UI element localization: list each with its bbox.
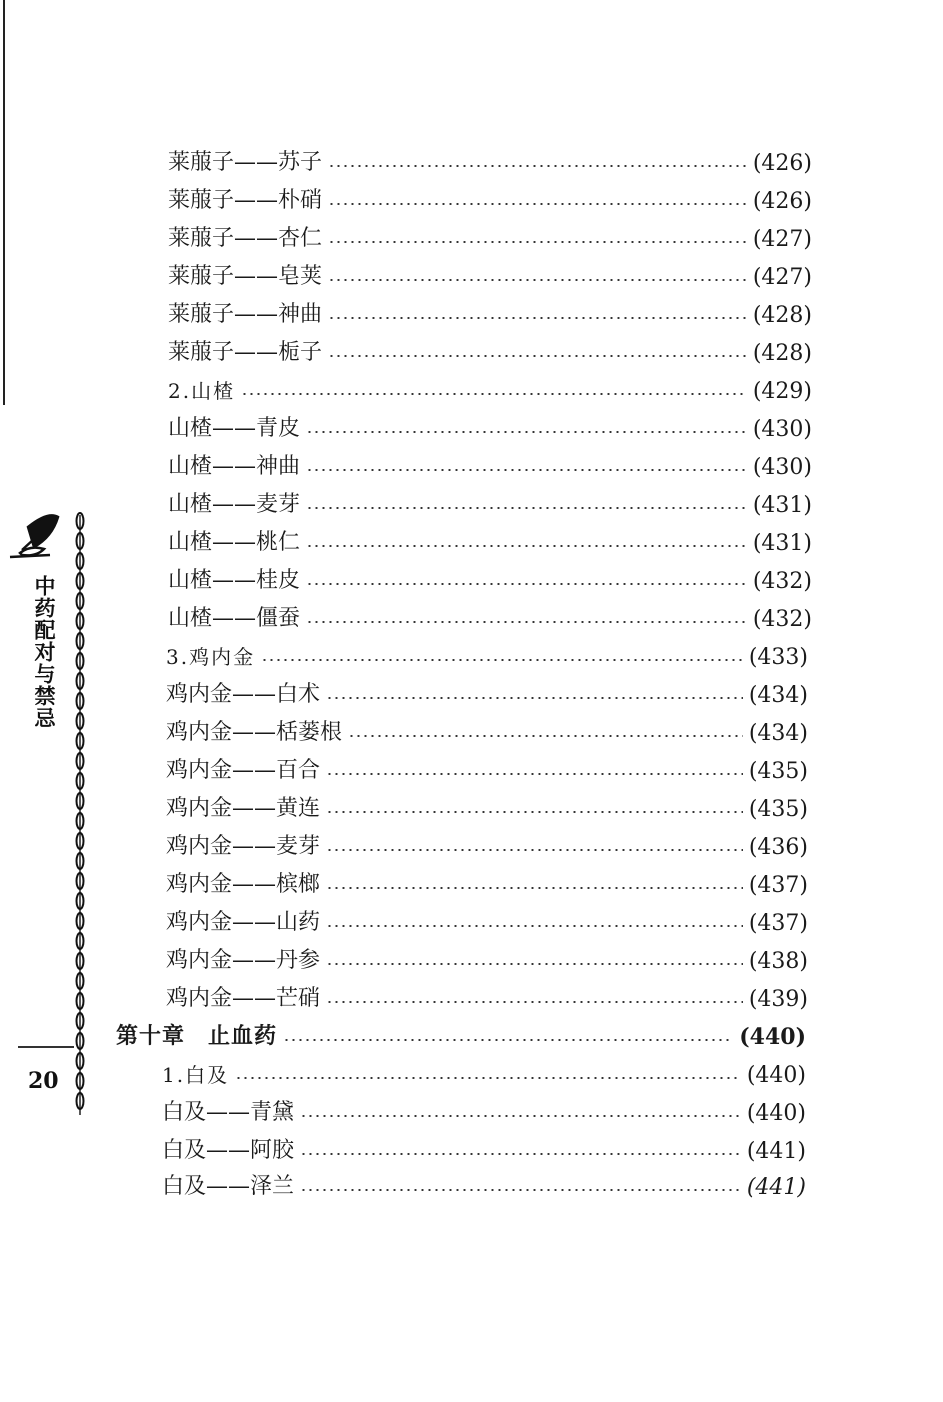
toc-entry-page: (439) bbox=[748, 987, 808, 1012]
toc-entry-page: (441) bbox=[746, 1139, 806, 1164]
toc-entry-label: 鸡内金——百合 bbox=[166, 758, 321, 783]
toc-leader-dots bbox=[261, 659, 743, 661]
toc-entry bbox=[168, 406, 812, 442]
toc-leader-dots bbox=[235, 1077, 741, 1079]
toc-leader-dots bbox=[300, 1189, 741, 1191]
toc-entry-label: 鸡内金——麦芽 bbox=[166, 834, 321, 859]
toc-leader-dots bbox=[306, 469, 747, 471]
toc-entry bbox=[166, 748, 808, 784]
toc-entry-page: (432) bbox=[752, 569, 812, 594]
toc-entry-label: 山楂——桂皮 bbox=[168, 568, 301, 593]
toc-entry-label: 2.山楂 bbox=[168, 379, 236, 403]
toc-entry bbox=[162, 1164, 806, 1200]
toc-entry-label: 山楂——青皮 bbox=[168, 416, 301, 441]
toc-entry-page: (428) bbox=[752, 303, 812, 328]
book-title-vertical: 中药配对与禁忌 bbox=[32, 575, 56, 729]
toc-entry-label: 莱菔子——朴硝 bbox=[168, 188, 323, 213]
toc-entry bbox=[168, 596, 812, 632]
toc-leader-dots bbox=[328, 279, 747, 281]
toc-entry-label: 山楂——僵蚕 bbox=[168, 606, 301, 631]
toc-entry-label: 鸡内金——芒硝 bbox=[166, 986, 321, 1011]
toc-entry-page: (440) bbox=[746, 1101, 806, 1126]
toc-entry bbox=[166, 824, 808, 860]
toc-entry-label: 白及——阿胶 bbox=[162, 1138, 295, 1163]
toc-entry-page: (440) bbox=[739, 1024, 806, 1050]
toc-entry bbox=[168, 292, 812, 328]
toc-entry-label: 鸡内金——栝蒌根 bbox=[166, 720, 343, 745]
toc-entry-page: (429) bbox=[752, 379, 812, 404]
toc-leader-dots bbox=[328, 241, 747, 243]
toc-entry-page: (427) bbox=[752, 265, 812, 290]
toc-entry-page: (434) bbox=[748, 683, 808, 708]
toc-entry bbox=[162, 1090, 806, 1126]
toc-entry bbox=[168, 216, 812, 252]
toc-leader-dots bbox=[326, 773, 743, 775]
toc-entry-label: 莱菔子——苏子 bbox=[168, 150, 323, 175]
toc-entry-page: (430) bbox=[752, 455, 812, 480]
toc-entry-page: (437) bbox=[748, 873, 808, 898]
page-number: 20 bbox=[28, 1068, 59, 1094]
toc-entry-label: 鸡内金——白术 bbox=[166, 682, 321, 707]
toc-leader-dots bbox=[326, 1001, 743, 1003]
toc-leader-dots bbox=[328, 317, 747, 319]
toc-entry-page: (430) bbox=[752, 417, 812, 442]
toc-entry bbox=[116, 1014, 806, 1050]
toc-entry bbox=[168, 140, 812, 176]
toc-entry-label: 第十章 止血药 bbox=[116, 1024, 278, 1049]
toc-entry bbox=[168, 368, 812, 404]
toc-leader-dots bbox=[306, 621, 747, 623]
toc-entry-label: 1.白及 bbox=[162, 1063, 230, 1087]
toc-entry bbox=[166, 672, 808, 708]
toc-entry-label: 鸡内金——黄连 bbox=[166, 796, 321, 821]
toc-leader-dots bbox=[326, 963, 743, 965]
toc-entry-page: (427) bbox=[752, 227, 812, 252]
toc-entry bbox=[168, 482, 812, 518]
toc-entry-page: (435) bbox=[748, 759, 808, 784]
toc-leader-dots bbox=[326, 697, 743, 699]
page-number-rule bbox=[18, 1046, 74, 1048]
toc-entry-page: (437) bbox=[748, 911, 808, 936]
toc-entry-page: (426) bbox=[752, 151, 812, 176]
toc-leader-dots bbox=[306, 431, 747, 433]
toc-entry-label: 莱菔子——杏仁 bbox=[168, 226, 323, 251]
toc-entry-label: 山楂——桃仁 bbox=[168, 530, 301, 555]
toc-entry bbox=[166, 938, 808, 974]
toc-leader-dots bbox=[326, 925, 743, 927]
toc-leader-dots bbox=[326, 811, 743, 813]
toc-leader-dots bbox=[306, 545, 747, 547]
toc-entry-page: (428) bbox=[752, 341, 812, 366]
toc-entry bbox=[168, 520, 812, 556]
toc-entry bbox=[166, 862, 808, 898]
toc-entry-page: (434) bbox=[748, 721, 808, 746]
toc-entry-page: (431) bbox=[752, 493, 812, 518]
toc-entry-label: 白及——青黛 bbox=[162, 1100, 295, 1125]
toc-entry-label: 莱菔子——栀子 bbox=[168, 340, 323, 365]
toc-entry bbox=[166, 900, 808, 936]
toc-entry-page: (433) bbox=[748, 645, 808, 670]
toc-leader-dots bbox=[241, 393, 747, 395]
toc-leader-dots bbox=[348, 735, 743, 737]
toc-entry-label: 莱菔子——皂荚 bbox=[168, 264, 323, 289]
toc-leader-dots bbox=[326, 849, 743, 851]
toc-entry bbox=[168, 558, 812, 594]
toc-entry-label: 白及——泽兰 bbox=[162, 1174, 295, 1199]
toc-entry bbox=[168, 330, 812, 366]
toc-entry-page: (438) bbox=[748, 949, 808, 974]
toc-entry bbox=[162, 1128, 806, 1164]
toc-entry-label: 莱菔子——神曲 bbox=[168, 302, 323, 327]
toc-entry bbox=[166, 786, 808, 822]
toc-entry bbox=[162, 1052, 806, 1088]
toc-leader-dots bbox=[328, 165, 747, 167]
toc-entry bbox=[166, 710, 808, 746]
toc-entry-label: 山楂——麦芽 bbox=[168, 492, 301, 517]
toc-leader-dots bbox=[300, 1115, 741, 1117]
toc-entry-page: (426) bbox=[752, 189, 812, 214]
toc-entry bbox=[166, 976, 808, 1012]
quill-pen-icon bbox=[10, 515, 58, 557]
toc-leader-dots bbox=[328, 355, 747, 357]
left-margin-rule bbox=[3, 0, 5, 405]
toc-leader-dots bbox=[306, 507, 747, 509]
toc-entry bbox=[168, 178, 812, 214]
toc-entry-page: (436) bbox=[748, 835, 808, 860]
toc-entry-page: (441) bbox=[746, 1175, 806, 1200]
toc-entry-label: 3.鸡内金 bbox=[166, 645, 256, 669]
toc-leader-dots bbox=[300, 1153, 741, 1155]
toc-entry bbox=[168, 254, 812, 290]
toc-leader-dots bbox=[283, 1039, 733, 1041]
toc-entry-page: (435) bbox=[748, 797, 808, 822]
toc-entry-page: (440) bbox=[746, 1063, 806, 1088]
toc-entry bbox=[168, 444, 812, 480]
toc-entry-label: 鸡内金——丹参 bbox=[166, 948, 321, 973]
toc-entry-label: 鸡内金——山药 bbox=[166, 910, 321, 935]
toc-leader-dots bbox=[328, 203, 747, 205]
toc-entry-label: 鸡内金——槟榔 bbox=[166, 872, 321, 897]
toc-entry-label: 山楂——神曲 bbox=[168, 454, 301, 479]
toc-entry bbox=[166, 634, 808, 670]
toc-leader-dots bbox=[326, 887, 743, 889]
toc-entry-page: (432) bbox=[752, 607, 812, 632]
toc-leader-dots bbox=[306, 583, 747, 585]
toc-entry-page: (431) bbox=[752, 531, 812, 556]
